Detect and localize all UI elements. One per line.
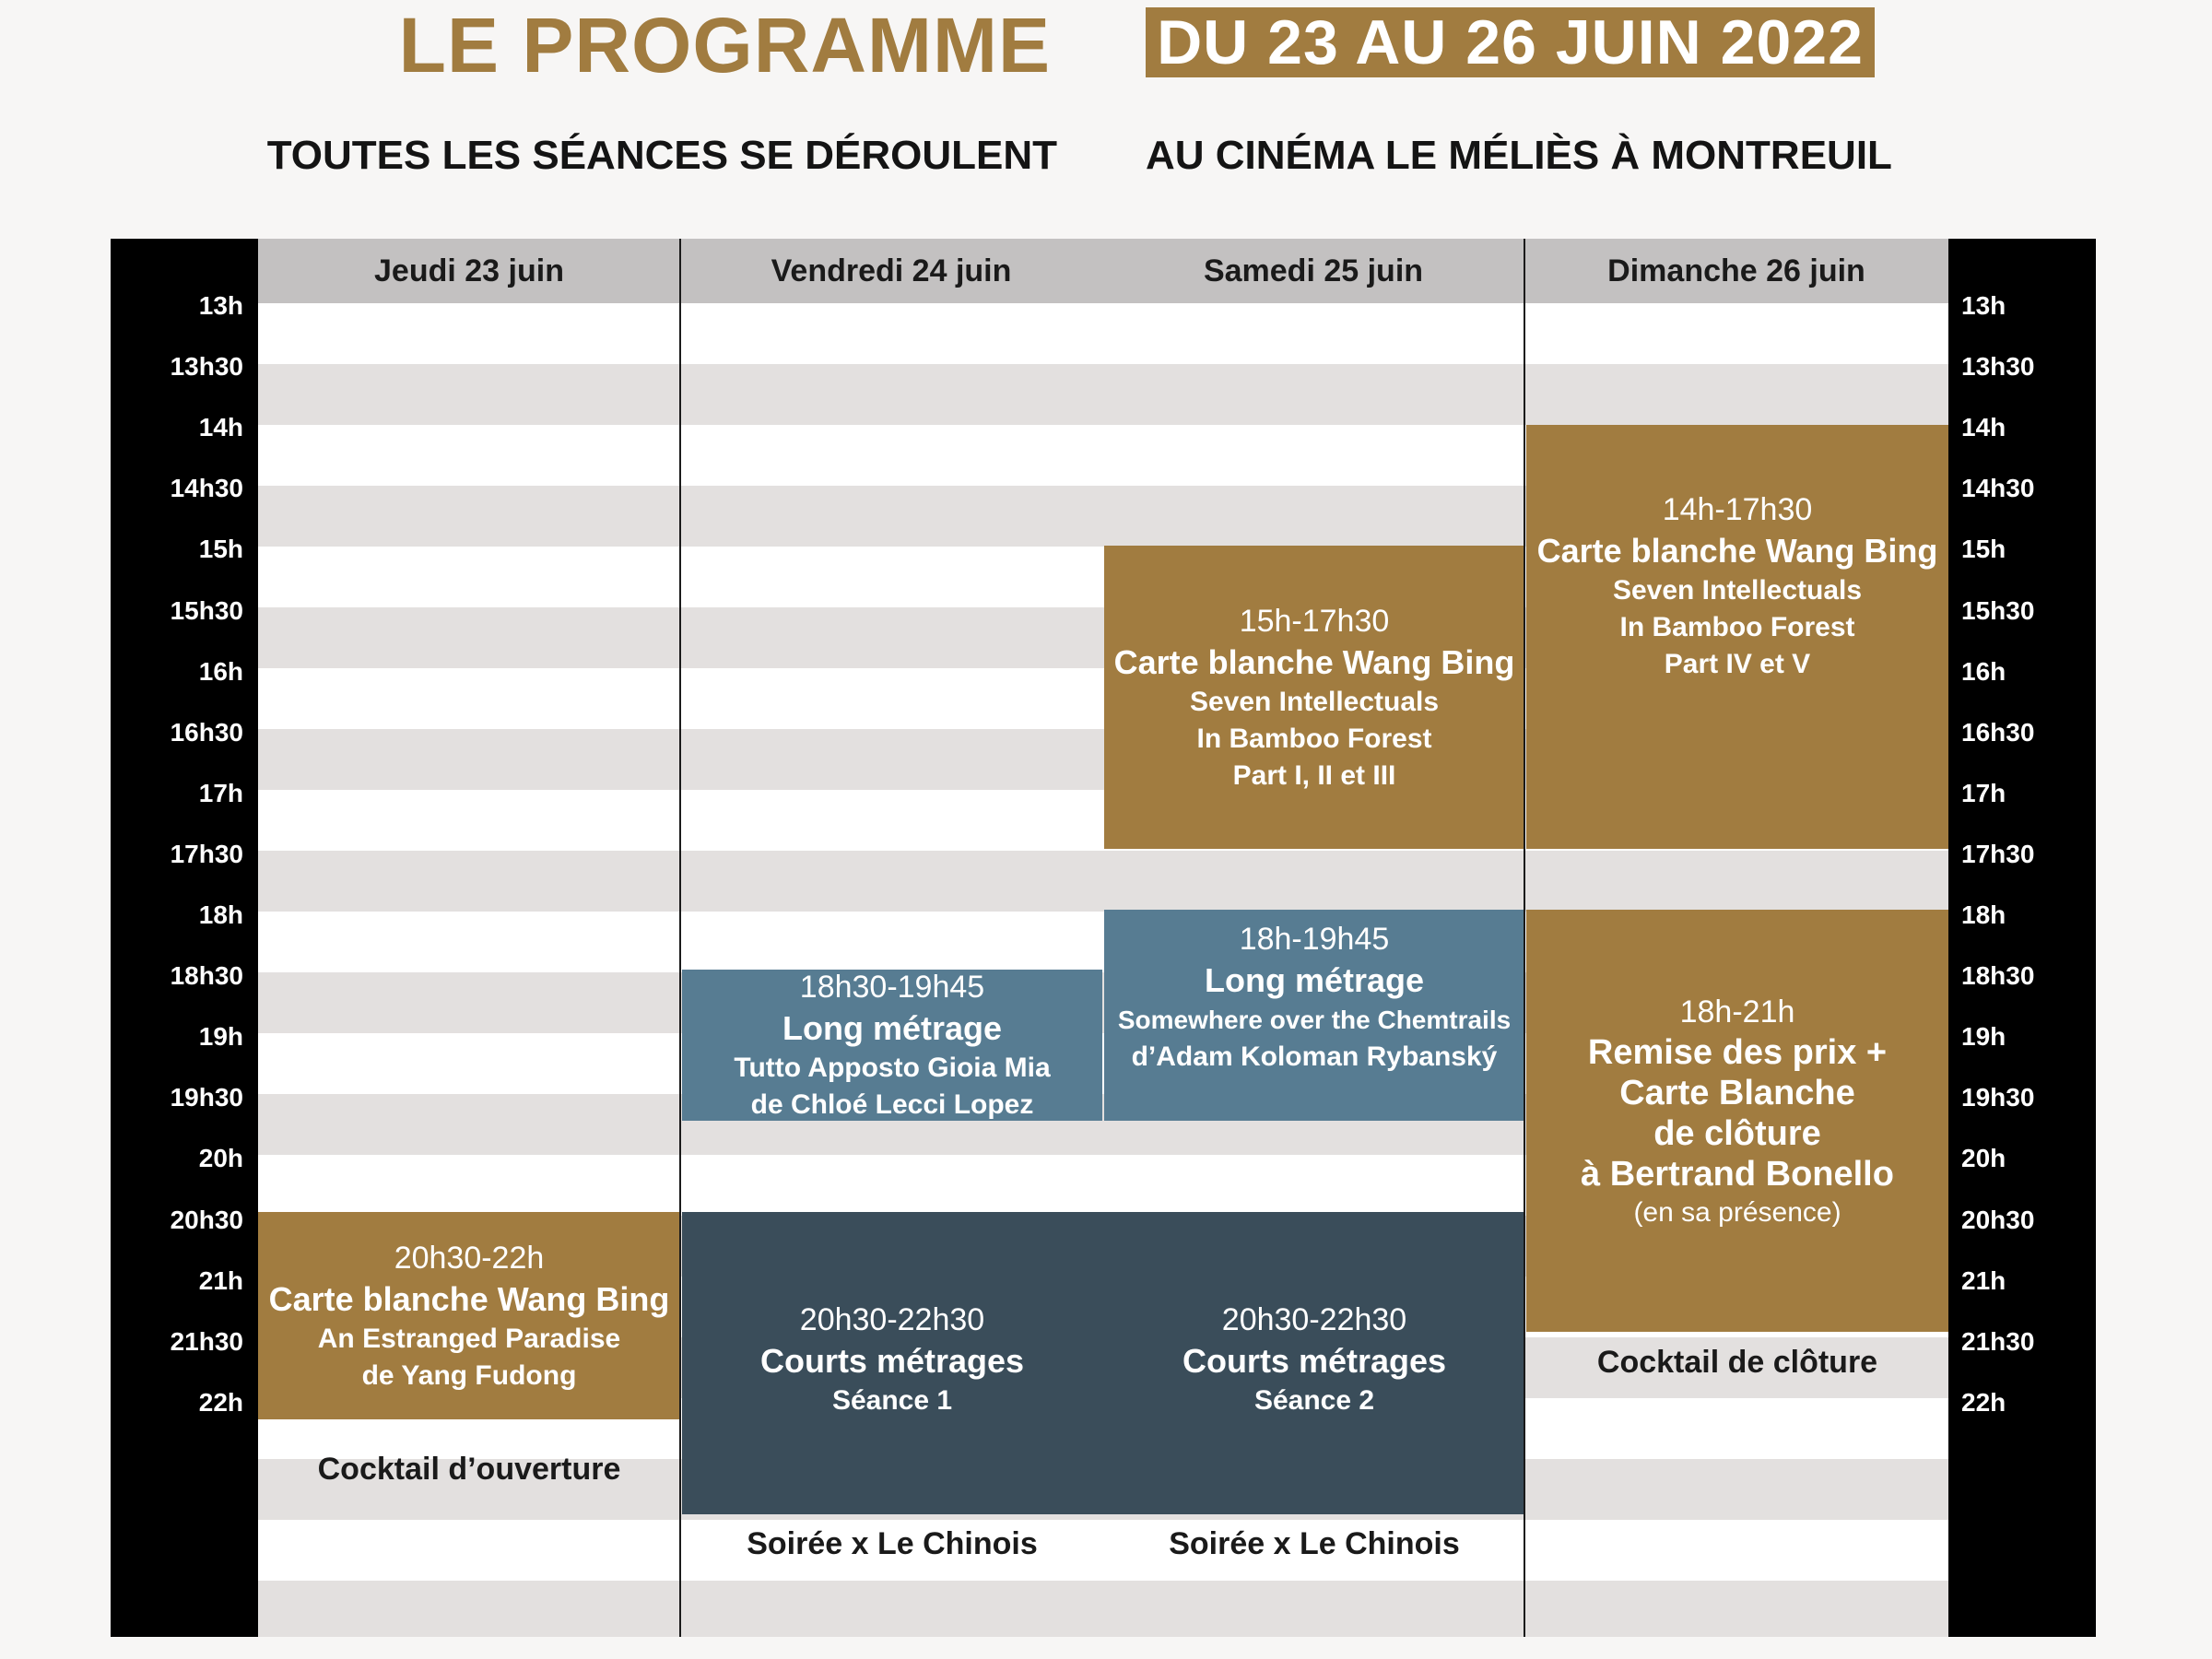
time-column-right <box>1948 239 2096 1637</box>
event-saturday-soiree: Soirée x Le Chinois <box>1169 1526 1460 1561</box>
event-title-line: Carte Blanche <box>1619 1074 1855 1112</box>
day-header-saturday: Samedi 25 juin <box>1203 253 1424 288</box>
grid-row <box>258 1581 1948 1637</box>
time-label: 13h30 <box>170 352 243 382</box>
time-label: 20h30 <box>170 1205 243 1234</box>
event-time: 20h30-22h30 <box>799 1302 985 1337</box>
time-column-left <box>111 239 258 1637</box>
time-label: 13h <box>1961 291 2006 320</box>
event-line: de Chloé Lecci Lopez <box>750 1089 1034 1120</box>
event-line: Seven Intellectuals <box>1612 575 1863 606</box>
event-title: Carte blanche Wang Bing <box>1113 642 1515 681</box>
time-label: 21h <box>1961 1265 2006 1295</box>
event-title: Courts métrages <box>759 1342 1025 1380</box>
event-title: Long métrage <box>782 1009 1003 1047</box>
event-line: Séance 1 <box>831 1385 953 1416</box>
time-label: 17h <box>198 778 243 807</box>
time-label: 18h30 <box>1961 961 2035 991</box>
time-label: 19h30 <box>1961 1083 2035 1112</box>
time-label: 19h30 <box>170 1083 243 1112</box>
event-friday-soiree: Soirée x Le Chinois <box>747 1526 1038 1561</box>
event-title: Long métrage <box>1204 960 1425 999</box>
event-line: Part IV et V <box>1664 649 1811 679</box>
event-line: de Yang Fudong <box>361 1359 577 1391</box>
event-title-line: Remise des prix + <box>1587 1033 1888 1072</box>
event-title: Courts métrages <box>1182 1342 1447 1380</box>
time-label: 21h30 <box>170 1326 243 1356</box>
time-label: 17h30 <box>1961 839 2035 868</box>
subtitle-left: TOUTES LES SÉANCES SE DÉROULENT <box>266 133 1057 178</box>
event-time: 20h30-22h <box>394 1240 545 1276</box>
time-label: 16h <box>1961 656 2006 686</box>
day-header-thursday: Jeudi 23 juin <box>374 253 564 288</box>
time-label: 15h <box>1961 535 2006 564</box>
event-title-line: de clôture <box>1653 1114 1821 1153</box>
event-thursday-cocktail: Cocktail d’ouverture <box>317 1452 621 1487</box>
grid-row <box>258 851 1948 912</box>
time-label: 22h <box>1961 1387 2006 1417</box>
time-label: 17h <box>1961 778 2006 807</box>
event-line: d’Adam Koloman Rybanský <box>1131 1041 1498 1072</box>
day-header-sunday: Dimanche 26 juin <box>1607 253 1865 288</box>
event-line: An Estranged Paradise <box>317 1323 621 1354</box>
time-label: 19h <box>198 1022 243 1052</box>
event-thursday-carte-blanche[interactable] <box>258 1212 680 1419</box>
time-label: 21h <box>198 1265 243 1295</box>
event-time: 18h-21h <box>1679 994 1795 1030</box>
time-label: 18h <box>198 900 243 929</box>
page-title: LE PROGRAMME <box>398 2 1051 88</box>
event-friday-courts-metrages[interactable] <box>682 1290 1102 1429</box>
time-label: 14h30 <box>1961 474 2035 503</box>
time-label: 21h30 <box>1961 1326 2035 1356</box>
event-time: 18h-19h45 <box>1239 921 1390 957</box>
event-line: Somewhere over the Chemtrails <box>1117 1005 1512 1034</box>
time-label: 14h30 <box>170 474 243 503</box>
grid-row <box>258 1520 1948 1581</box>
time-label: 16h30 <box>1961 717 2035 747</box>
date-range-badge: DU 23 AU 26 JUIN 2022 <box>1146 7 1875 77</box>
time-label: 16h30 <box>170 717 243 747</box>
time-label: 20h <box>198 1144 243 1173</box>
column-divider <box>1524 239 1525 1637</box>
grid-row <box>258 364 1948 425</box>
column-divider <box>679 239 681 1637</box>
event-line: Tutto Apposto Gioia Mia <box>734 1053 1051 1083</box>
event-saturday-carte-blanche[interactable] <box>1104 546 1524 849</box>
time-label: 14h <box>198 413 243 442</box>
event-title-line: à Bertrand Bonello <box>1581 1155 1894 1194</box>
event-time: 18h30-19h45 <box>799 970 985 1005</box>
time-label: 22h <box>198 1387 243 1417</box>
event-line: Part I, II et III <box>1232 759 1396 791</box>
event-saturday-long-metrage[interactable] <box>1104 910 1524 1121</box>
event-time: 14h-17h30 <box>1662 492 1813 527</box>
event-sunday-carte-blanche[interactable] <box>1526 425 1948 849</box>
event-line: Séance 2 <box>1253 1385 1375 1416</box>
event-line: In Bamboo Forest <box>1619 612 1855 642</box>
time-label: 14h <box>1961 413 2006 442</box>
time-label: 15h <box>198 535 243 564</box>
event-sunday-remise-des-prix[interactable] <box>1526 910 1948 1332</box>
event-line: In Bamboo Forest <box>1196 723 1432 754</box>
time-label: 18h <box>1961 900 2006 929</box>
time-label: 15h30 <box>1961 595 2035 625</box>
event-sunday-cocktail: Cocktail de clôture <box>1596 1345 1878 1380</box>
time-label: 20h <box>1961 1144 2006 1173</box>
subtitle-right: AU CINÉMA LE MÉLIÈS À MONTREUIL <box>1146 133 1892 178</box>
event-time: 15h-17h30 <box>1239 603 1390 639</box>
event-time: 20h30-22h30 <box>1221 1302 1407 1337</box>
event-line: Seven Intellectuals <box>1189 686 1440 717</box>
time-label: 18h30 <box>170 961 243 991</box>
day-header-friday: Vendredi 24 juin <box>771 253 1012 288</box>
event-title: Carte blanche Wang Bing <box>268 1279 670 1318</box>
time-label: 16h <box>198 656 243 686</box>
time-label: 13h30 <box>1961 352 2035 382</box>
time-label: 15h30 <box>170 595 243 625</box>
event-friday-long-metrage[interactable] <box>682 970 1102 1121</box>
time-label: 20h30 <box>1961 1205 2035 1234</box>
event-note: (en sa présence) <box>1633 1197 1841 1228</box>
time-label: 13h <box>198 291 243 320</box>
time-label: 19h <box>1961 1022 2006 1052</box>
time-label: 17h30 <box>170 839 243 868</box>
event-title: Carte blanche Wang Bing <box>1536 532 1938 570</box>
event-saturday-courts-metrages[interactable] <box>1104 1290 1524 1429</box>
grid-row <box>258 303 1948 364</box>
